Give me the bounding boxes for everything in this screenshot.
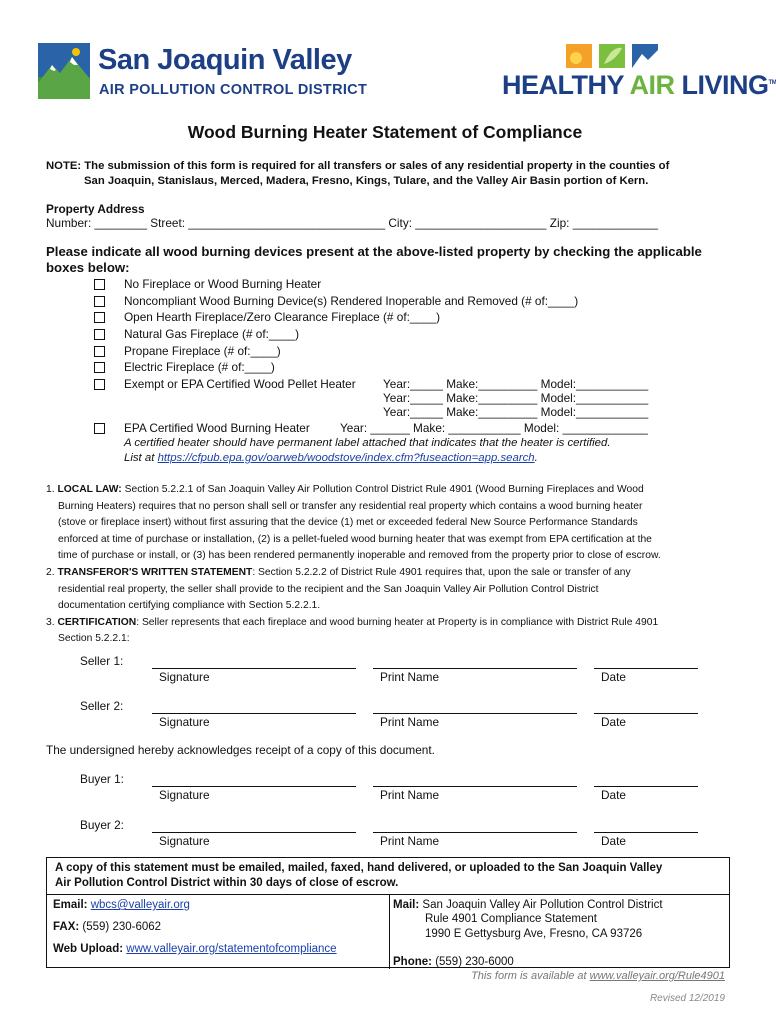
device-instructions: Please indicate all wood burning devices present at the above-listed property by checking the applicable boxes below: (46, 244, 702, 275)
device-label: Electric Fireplace (# of:____) (124, 360, 275, 374)
device-label: EPA Certified Wood Burning Heater (124, 421, 310, 435)
mail-label: Mail: (393, 899, 420, 911)
district-subtitle: AIR POLLUTION CONTROL DISTRICT (99, 82, 368, 98)
trademark: TM (768, 80, 776, 86)
mail-row (393, 899, 663, 911)
section-text: time of purchase or install, or (3) has been rendered permanently inoperable and removed from the property prior to close of escrow. (58, 550, 661, 562)
hal-word-living: LIVING (674, 70, 769, 100)
fax-row (53, 921, 161, 933)
section-text: documentation certifying compliance with Section 5.2.2.1. (58, 600, 321, 612)
page-title: Wood Burning Heater Statement of Compliance (187, 122, 583, 142)
footer-text: This form is available at (471, 970, 590, 982)
seller-2-signature-line[interactable] (152, 713, 356, 714)
pellet-row[interactable]: Year:_____ Make:_________ Model:___________ (383, 377, 649, 391)
district-name: San Joaquin Valley (98, 44, 352, 76)
signature-label: Signature (159, 670, 210, 684)
buyer-1-signature-line[interactable] (152, 786, 356, 787)
device-label: Noncompliant Wood Burning Device(s) Rendered Inoperable and Removed (# of:____) (124, 294, 579, 308)
note (46, 159, 736, 189)
buyer-2-date-line[interactable] (594, 832, 698, 833)
phone-label: Phone: (393, 956, 432, 968)
section-text: Burning Heaters) requires that no person shall sell or transfer any residential real property which contains a wood burning heater (58, 500, 643, 512)
date-label: Date (601, 834, 626, 848)
section-number: 2. (46, 566, 55, 578)
section-text: : Section 5.2.2.2 of District Rule 4901 requires that, upon the sale or transfer of any (252, 566, 631, 578)
buyer-1-name-line[interactable] (373, 786, 577, 787)
print-name-label: Print Name (380, 834, 440, 848)
seller-1-name-line[interactable] (373, 668, 577, 669)
section-number: 1. (46, 484, 55, 495)
seller-1-label: Seller 1: (80, 654, 124, 668)
note-line-2: San Joaquin, Stanislaus, Merced, Madera, Fresno, Kings, Tulare, and the Valley Air Basin portion of Kern. (84, 175, 649, 187)
buyer-2-label: Buyer 2: (80, 818, 124, 832)
healthy-air-living-logo (566, 44, 658, 73)
healthy-air-living-text (502, 70, 776, 101)
email-row (53, 899, 190, 911)
print-name-label: Print Name (380, 715, 440, 729)
contact-heading-line-1: A copy of this statement must be emailed, mailed, faxed, hand delivered, or uploaded to the San Joaquin Valley (55, 862, 663, 874)
revised-date: Revised 12/2019 (649, 993, 725, 1004)
signature-label: Signature (159, 834, 210, 848)
print-name-label: Print Name (380, 788, 440, 802)
hal-word-healthy: HEALTHY (502, 70, 630, 100)
contact-box (46, 857, 730, 968)
fax-label: FAX: (53, 921, 80, 933)
address-fields[interactable]: Number: ________ Street: ______________________________ City: ____________________ Zip: _____________ (46, 216, 659, 230)
checkbox-noncompliant[interactable] (94, 296, 105, 307)
upload-row (53, 943, 337, 955)
email-label: Email: (53, 899, 88, 911)
section-text: Section 5.2.2.1: (58, 633, 130, 645)
upload-link[interactable]: www.valleyair.org/statementofcompliance (126, 943, 337, 955)
buyer-2-name-line[interactable] (373, 832, 577, 833)
date-label: Date (601, 715, 626, 729)
device-label: Open Hearth Fireplace/Zero Clearance Fireplace (# of:____) (124, 310, 441, 324)
section-number: 3. (46, 616, 55, 628)
buyer-1-date-line[interactable] (594, 786, 698, 787)
seller-1-date-line[interactable] (594, 668, 698, 669)
period: . (534, 452, 538, 464)
section-heading: LOCAL LAW: (57, 484, 122, 495)
date-label: Date (601, 788, 626, 802)
acknowledge-text: The undersigned hereby acknowledges receipt of a copy of this document. (46, 743, 435, 757)
section-text: enforced at time of purchase or installation, (2) is a pellet-fueled wood burning heater that was exempt from EPA certification at the (58, 533, 652, 545)
certified-note: A certified heater should have permanent label attached that indicates that the heater is certified. (124, 437, 611, 449)
section-local-law (46, 482, 736, 648)
device-label: Propane Fireplace (# of:____) (124, 344, 281, 358)
upload-label: Web Upload: (53, 943, 124, 955)
footer-availability (471, 970, 725, 982)
device-label: No Fireplace or Wood Burning Heater (124, 277, 322, 291)
signature-label: Signature (159, 788, 210, 802)
sjv-logo (38, 43, 90, 99)
seller-2-name-line[interactable] (373, 713, 577, 714)
seller-1-signature-line[interactable] (152, 668, 356, 669)
section-text: residential real property, the seller shall provide to the recipient and the San Joaquin Valley Air Pollution Control District (58, 583, 599, 595)
contact-heading-line-2: Air Pollution Control District within 30 days of close of escrow. (55, 877, 399, 889)
checkbox-pellet-heater[interactable] (94, 379, 105, 390)
checkbox-electric[interactable] (94, 362, 105, 373)
contact-divider (389, 894, 390, 969)
checkbox-epa-certified[interactable] (94, 423, 105, 434)
section-text: Section 5.2.2.1 of San Joaquin Valley Air Pollution Control District Rule 4901 (Wood Burning Fireplaces and Wood (121, 484, 644, 495)
note-line-1: NOTE: The submission of this form is required for all transfers or sales of any residential property in the counties of (46, 160, 670, 172)
section-text: : Seller represents that each fireplace and wood burning heater at Property is in compliance with District Rule 4901 (136, 616, 659, 628)
device-label: Natural Gas Fireplace (# of:____) (124, 327, 300, 341)
list-at (124, 452, 538, 464)
hal-icons (566, 44, 658, 68)
buyer-2-signature-line[interactable] (152, 832, 356, 833)
list-at-text: List at (124, 452, 158, 464)
footer-link[interactable]: www.valleyair.org/Rule4901 (589, 970, 725, 982)
print-name-label: Print Name (380, 670, 440, 684)
pellet-row[interactable]: Year:_____ Make:_________ Model:___________ (383, 391, 649, 405)
section-heading: CERTIFICATION (57, 616, 137, 628)
pellet-row[interactable]: Year:_____ Make:_________ Model:___________ (383, 405, 649, 419)
checkbox-natural-gas[interactable] (94, 329, 105, 340)
epa-link[interactable]: https://cfpub.epa.gov/oarweb/woodstove/index.cfm?fuseaction=app.search (157, 452, 535, 464)
seller-2-label: Seller 2: (80, 699, 124, 713)
hal-word-air: AIR (629, 70, 675, 100)
device-label: Exempt or EPA Certified Wood Pellet Heater (124, 377, 356, 391)
epa-row[interactable]: Year: ______ Make: ___________ Model: _____________ (340, 421, 648, 435)
mountain-icon (38, 43, 90, 99)
seller-2-date-line[interactable] (594, 713, 698, 714)
contact-heading (47, 858, 729, 895)
mail-address-line: San Joaquin Valley Air Pollution Control District (422, 899, 663, 911)
section-text: (stove or fireplace insert) without first assuring that the device (1) met or exceeded federal New Source Performance Standards (58, 517, 638, 529)
checkbox-open-hearth[interactable] (94, 312, 105, 323)
mail-address-line: Rule 4901 Compliance Statement (425, 913, 597, 925)
phone-number: (559) 230-6000 (435, 956, 514, 968)
phone-row (393, 956, 514, 968)
buyer-1-label: Buyer 1: (80, 772, 124, 786)
signature-label: Signature (159, 715, 210, 729)
date-label: Date (601, 670, 626, 684)
section-heading: TRANSFEROR'S WRITTEN STATEMENT (57, 566, 253, 578)
checkbox-no-fireplace[interactable] (94, 279, 105, 290)
email-link[interactable]: wbcs@valleyair.org (90, 899, 190, 911)
fax-number: (559) 230-6062 (82, 921, 162, 933)
property-address-label: Property Address (46, 202, 145, 216)
mail-address-line: 1990 E Gettysburg Ave, Fresno, CA 93726 (425, 928, 643, 940)
checkbox-propane[interactable] (94, 346, 105, 357)
